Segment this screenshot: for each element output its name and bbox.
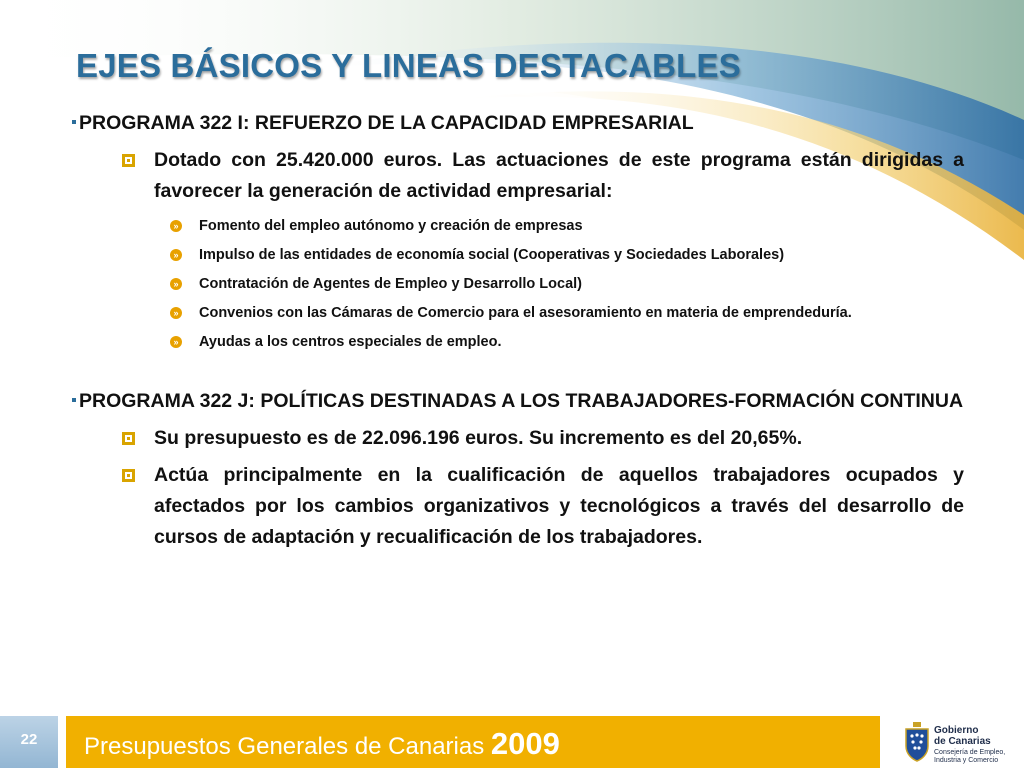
program-322j-point-text: Su presupuesto es de 22.096.196 euros. Su incremento es del 20,65%. — [154, 427, 803, 449]
slide-content — [72, 108, 964, 553]
logo-line1: Gobierno — [934, 725, 979, 736]
circle-bullet-icon: » — [170, 278, 182, 290]
program-322i-heading-text: PROGRAMA 322 I: REFUERZO DE LA CAPACIDAD EMPRESARIAL — [79, 112, 694, 134]
program-322i-point-text: Dotado con 25.420.000 euros. Las actuaciones de este programa están dirigidas a favorecer la generación de actividad empresarial: — [154, 149, 964, 202]
program-322j-heading — [72, 386, 964, 417]
footer-title — [84, 726, 560, 762]
subpoint-list-item — [72, 217, 964, 236]
subpoint-text: Contratación de Agentes de Empleo y Desarrollo Local) — [199, 276, 582, 292]
page-number: 22 — [20, 731, 38, 748]
box-bullet-icon — [122, 432, 135, 445]
circle-bullet-icon: » — [170, 307, 182, 319]
slide-footer — [0, 716, 1024, 768]
program-322j-point — [72, 423, 964, 454]
page-number-box — [0, 716, 58, 768]
circle-bullet-icon: » — [170, 220, 182, 232]
footer-title-text: Presupuestos Generales de Canarias — [84, 733, 485, 760]
subpoint-list-item — [72, 275, 964, 294]
box-bullet-icon — [122, 469, 135, 482]
program-322i-point — [72, 145, 964, 207]
subpoint-list-item — [72, 333, 964, 352]
logo-sub2: Industria y Comercio — [934, 757, 999, 764]
subpoint-list-item — [72, 304, 964, 323]
logo-name — [934, 725, 991, 747]
program-322j-heading-text: PROGRAMA 322 J: POLÍTICAS DESTINADAS A LOS TRABAJADORES-FORMACIÓN CONTINUA — [79, 390, 964, 412]
circle-bullet-icon: » — [170, 336, 182, 348]
program-322j-point-text: Actúa principalmente en la cualificación de aquellos trabajadores ocupados y afectados por los cambios organizativos y tecnológicos a través del desarrollo de cursos de adaptación y recualificación de los trabajadores. — [154, 464, 964, 548]
circle-bullet-icon: » — [170, 249, 182, 261]
subpoint-text: Impulso de las entidades de economía social (Cooperativas y Sociedades Laborales) — [199, 247, 785, 263]
square-bullet-icon — [72, 398, 76, 402]
coat-of-arms-icon — [904, 722, 930, 762]
square-bullet-icon — [72, 120, 76, 124]
gobierno-canarias-logo — [888, 716, 1024, 768]
logo-line2: de Canarias — [934, 736, 991, 747]
logo-department — [934, 749, 1005, 765]
subpoint-text: Ayudas a los centros especiales de empleo. — [199, 334, 502, 350]
subpoint-text: Fomento del empleo autónomo y creación de empresas — [199, 218, 583, 234]
subpoint-list-item — [72, 246, 964, 265]
footer-bar — [66, 716, 880, 768]
subpoint-text: Convenios con las Cámaras de Comercio para el asesoramiento en materia de emprendeduría. — [199, 305, 852, 321]
slide-title: EJES BÁSICOS Y LINEAS DESTACABLES — [76, 47, 741, 84]
program-322j-point — [72, 460, 964, 553]
program-322i-heading — [72, 108, 964, 139]
section-gap — [72, 352, 964, 386]
footer-year: 2009 — [490, 726, 560, 761]
logo-sub1: Consejería de Empleo, — [934, 749, 1006, 756]
box-bullet-icon — [122, 154, 135, 167]
